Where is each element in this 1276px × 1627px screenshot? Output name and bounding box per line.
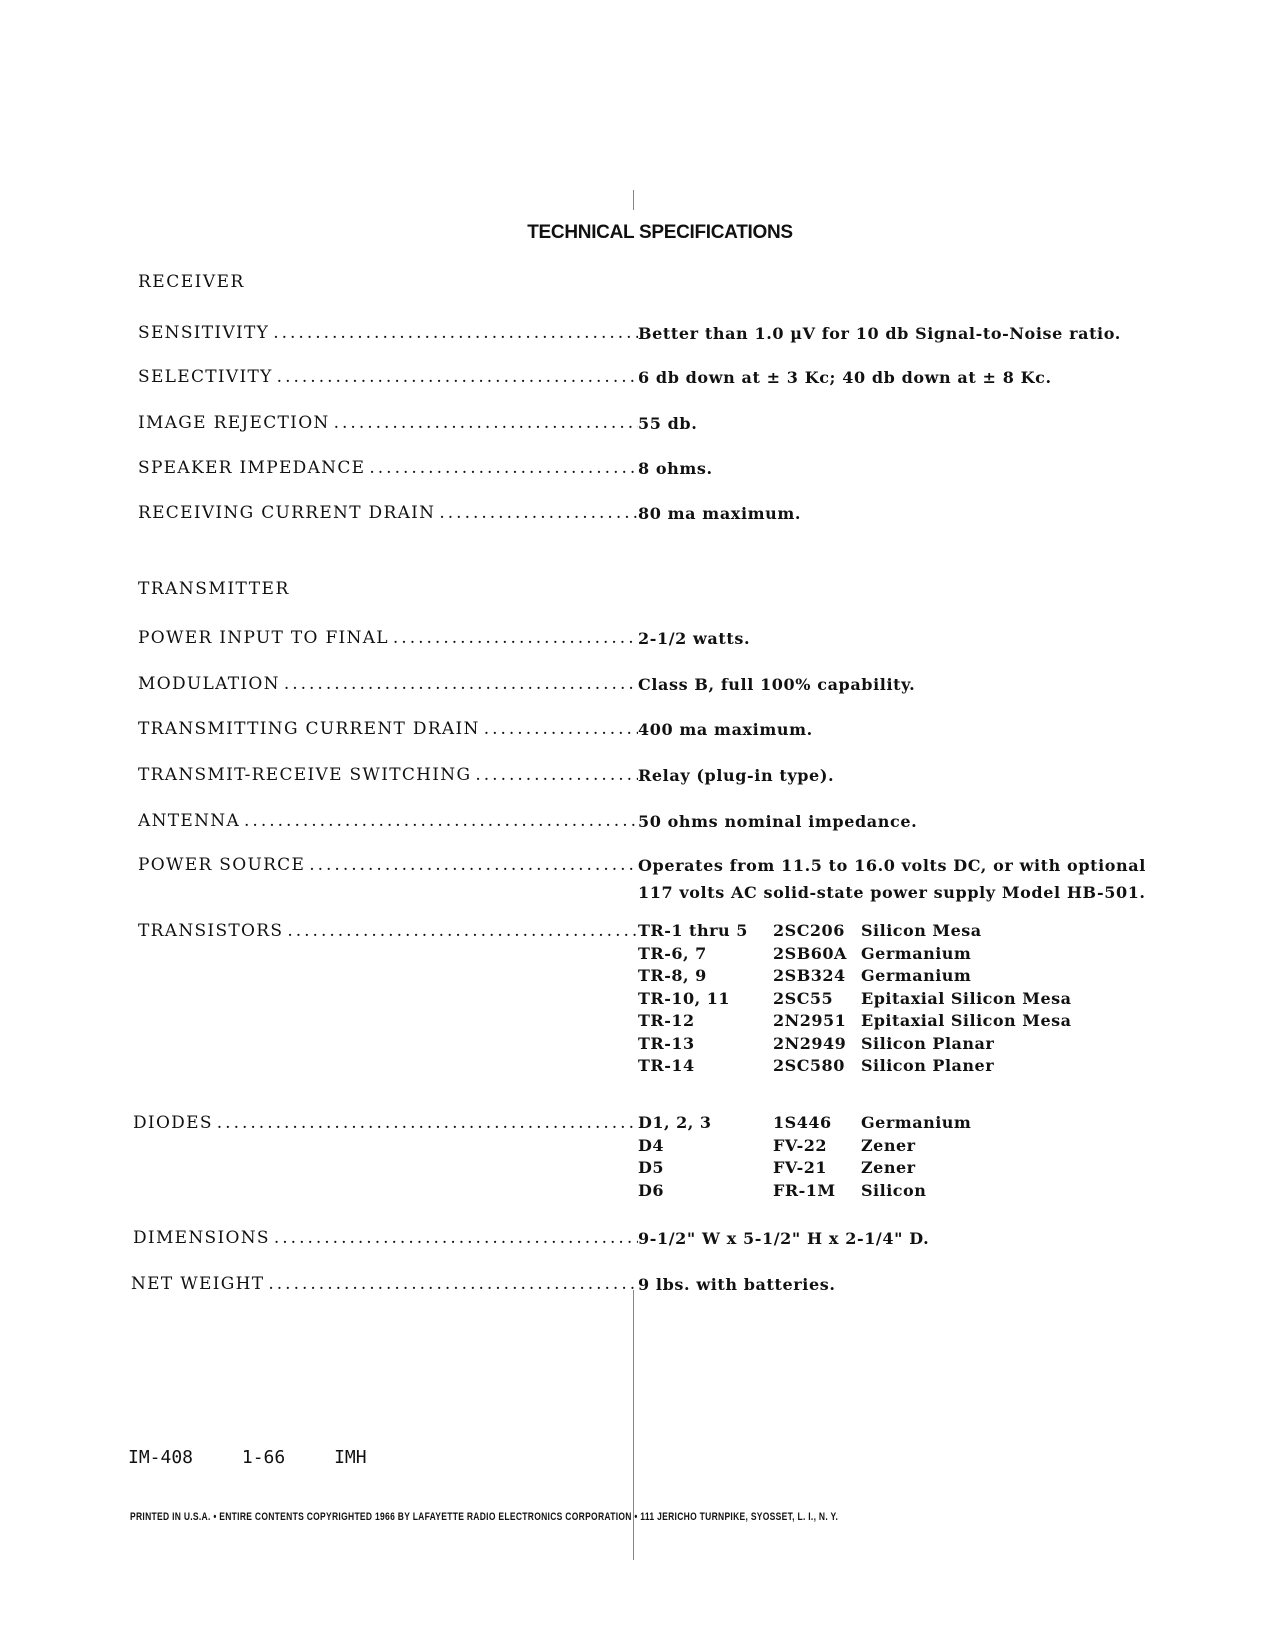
spec-row-transmitting-current [138, 716, 1238, 743]
spec-row-power-input [138, 625, 1238, 652]
spec-label: SPEAKER IMPEDANCE [138, 458, 366, 478]
spec-value-continued: 117 volts AC solid-state power supply Model HB-501. [638, 883, 1146, 902]
part-number-cell: 2SB324 [773, 966, 846, 985]
spec-value: Better than 1.0 µV for 10 db Signal-to-Noise ratio. [638, 324, 1121, 343]
type-cell: Germanium [861, 966, 972, 985]
spec-label: TRANSISTORS [138, 921, 284, 941]
spec-row-diodes [133, 1112, 1233, 1202]
type-cell: Germanium [861, 1113, 972, 1132]
spec-row-image-rejection [138, 410, 1238, 437]
spec-label: SELECTIVITY [138, 367, 273, 387]
spec-label: IMAGE REJECTION [138, 413, 330, 433]
type-cell: Zener [861, 1135, 916, 1155]
document-code [128, 1447, 405, 1468]
spec-row-selectivity [138, 364, 1238, 391]
part-number-cell: 2SB60A [773, 943, 847, 963]
designation-cell: D6 [638, 1180, 665, 1200]
spec-row-speaker-impedance [138, 455, 1238, 482]
spec-value: Relay (plug-in type). [638, 766, 835, 785]
designation-cell: D5 [638, 1158, 665, 1177]
spec-value: 2-1/2 watts. [638, 629, 751, 648]
type-cell: Zener [861, 1158, 916, 1177]
scan-fold-line [633, 190, 634, 210]
spec-row-tr-switching [138, 762, 1238, 789]
part-number-cell: FV-21 [773, 1158, 828, 1177]
spec-label: TRANSMITTING CURRENT DRAIN [138, 719, 480, 739]
type-cell: Germanium [861, 943, 972, 963]
designation-cell: TR-6, 7 [638, 943, 707, 963]
spec-value: 50 ohms nominal impedance. [638, 812, 918, 831]
type-cell: Silicon Planar [861, 1033, 995, 1053]
transmitter-heading: TRANSMITTER [138, 579, 290, 599]
manual-code: IM-408 [128, 1447, 194, 1468]
spec-row-net-weight [131, 1271, 1231, 1298]
spec-label: DIMENSIONS [133, 1228, 270, 1248]
print-date: 1-66 [241, 1447, 286, 1468]
spec-value: 8 ohms. [638, 459, 713, 478]
spec-row-power-source [138, 852, 1238, 906]
designation-cell: TR-14 [638, 1056, 695, 1075]
part-number-cell: 1S446 [773, 1113, 832, 1132]
part-number-cell: 2SC580 [773, 1056, 845, 1075]
spec-value: 80 ma maximum. [638, 504, 802, 523]
initials: IMH [334, 1447, 367, 1468]
spec-label: MODULATION [138, 674, 280, 694]
type-cell: Silicon [861, 1180, 927, 1200]
spec-label: TRANSMIT-RECEIVE SWITCHING [138, 765, 472, 785]
designation-cell: TR-8, 9 [638, 966, 707, 985]
spec-value: Operates from 11.5 to 16.0 volts DC, or with optional [638, 856, 1146, 875]
spec-row-sensitivity [138, 320, 1238, 347]
designation-cell: D4 [638, 1135, 665, 1155]
spec-value: Class B, full 100% capability. [638, 675, 916, 694]
spec-value: 9 lbs. with batteries. [638, 1275, 836, 1294]
spec-row-modulation [138, 671, 1238, 698]
spec-row-dimensions [133, 1225, 1233, 1252]
part-number-cell: 2N2949 [773, 1033, 847, 1053]
spec-row-receiving-current [138, 500, 1238, 527]
transistor-table [638, 920, 1072, 1078]
spec-label: POWER INPUT TO FINAL [138, 628, 389, 648]
page-title: TECHNICAL SPECIFICATIONS [527, 222, 793, 243]
spec-value: 9-1/2" W x 5-1/2" H x 2-1/4" D. [638, 1229, 930, 1248]
spec-label: RECEIVING CURRENT DRAIN [138, 503, 436, 523]
part-number-cell: FV-22 [773, 1135, 828, 1155]
part-number-cell: 2N2951 [773, 1011, 847, 1030]
spec-value: 400 ma maximum. [638, 720, 813, 739]
spec-row-transistors [138, 920, 1238, 1078]
designation-cell: TR-10, 11 [638, 988, 731, 1008]
spec-label: NET WEIGHT [131, 1274, 265, 1294]
copyright-notice: PRINTED IN U.S.A. • ENTIRE CONTENTS COPYRIGHTED 1966 BY LAFAYETTE RADIO ELECTRONICS CORPORATION • 111 JERICHO TURNPIKE, SYOSSET, L. I., N. Y. [130, 1509, 839, 1523]
designation-cell: D1, 2, 3 [638, 1113, 712, 1132]
spec-value: 6 db down at ± 3 Kc; 40 db down at ± 8 Kc. [638, 368, 1052, 387]
part-number-cell: 2SC206 [773, 921, 845, 940]
designation-cell: TR-12 [638, 1011, 695, 1030]
spec-label: SENSITIVITY [138, 323, 270, 343]
spec-value: 55 db. [638, 414, 698, 433]
diode-table [638, 1112, 971, 1202]
type-cell: Epitaxial Silicon Mesa [861, 988, 1072, 1008]
type-cell: Silicon Planer [861, 1056, 995, 1075]
part-number-cell: FR-1M [773, 1180, 836, 1200]
designation-cell: TR-1 thru 5 [638, 921, 748, 940]
part-number-cell: 2SC55 [773, 988, 834, 1008]
designation-cell: TR-13 [638, 1033, 695, 1053]
spec-row-antenna [138, 808, 1238, 835]
spec-label: DIODES [133, 1113, 213, 1133]
type-cell: Epitaxial Silicon Mesa [861, 1011, 1072, 1030]
receiver-heading: RECEIVER [138, 272, 245, 292]
spec-label: ANTENNA [138, 811, 241, 831]
spec-label: POWER SOURCE [138, 855, 306, 875]
type-cell: Silicon Mesa [861, 921, 982, 940]
